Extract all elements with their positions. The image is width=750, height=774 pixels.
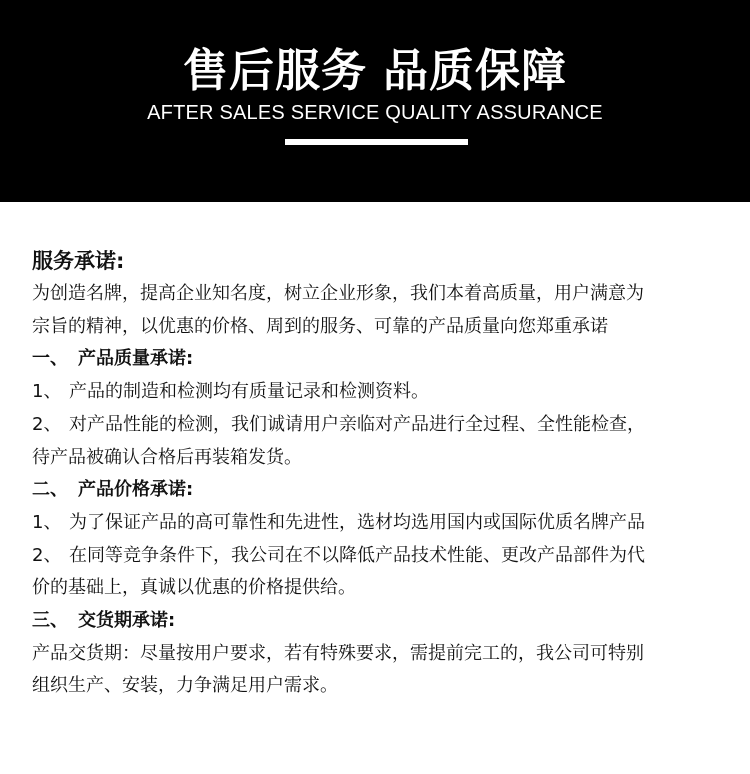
banner-title bbox=[0, 43, 750, 99]
list-item bbox=[32, 507, 732, 540]
page-heading: 服务承诺: bbox=[32, 249, 125, 273]
section-heading-quality bbox=[32, 343, 732, 376]
section-number: 一、 bbox=[32, 348, 68, 370]
banner-title-sub: 品质保障 bbox=[383, 44, 568, 97]
item-text: 在同等竞争条件下，我公司在不以降低产品技术性能、更改产品部件为代 bbox=[69, 544, 645, 566]
item-continuation: 价的基础上，真诚以优惠的价格提供给。 bbox=[32, 577, 356, 599]
section-number: 三、 bbox=[32, 610, 68, 632]
paragraph-line: 产品交货期：尽量按用户要求，若有特殊要求，需提前完工的，我公司可特别 bbox=[32, 642, 644, 664]
banner-divider bbox=[285, 139, 468, 145]
section-title: 产品价格承诺: bbox=[78, 479, 194, 501]
list-item bbox=[32, 540, 732, 573]
service-commitment bbox=[32, 244, 732, 703]
section-title: 交货期承诺: bbox=[78, 610, 176, 632]
item-continuation: 待产品被确认合格后再装箱发货。 bbox=[32, 446, 302, 468]
item-text: 对产品性能的检测，我们诚请用户亲临对产品进行全过程、全性能检查， bbox=[69, 413, 645, 435]
intro-line: 为创造名牌，提高企业知名度，树立企业形象，我们本着高质量，用户满意为 bbox=[32, 283, 644, 304]
list-item bbox=[32, 376, 732, 409]
item-number: 1、 bbox=[32, 381, 62, 403]
item-number: 2、 bbox=[32, 413, 62, 435]
intro-line: 宗旨的精神，以优惠的价格、周到的服务、可靠的产品质量向您郑重承诺 bbox=[32, 315, 608, 337]
banner-subtitle-en: AFTER SALES SERVICE QUALITY ASSURANCE bbox=[147, 102, 603, 124]
header-banner bbox=[0, 0, 750, 202]
item-number: 2、 bbox=[32, 544, 62, 566]
section-heading-price bbox=[32, 474, 732, 507]
banner-title-main: 售后服务 bbox=[182, 44, 367, 97]
section-number: 二、 bbox=[32, 479, 68, 501]
item-text: 为了保证产品的高可靠性和先进性，选材均选用国内或国际优质名牌产品 bbox=[69, 511, 645, 533]
paragraph-line: 组织生产、安装，力争满足用户需求。 bbox=[32, 675, 338, 697]
section-heading-delivery bbox=[32, 605, 732, 638]
item-text: 产品的制造和检测均有质量记录和检测资料。 bbox=[69, 381, 429, 403]
section-title: 产品质量承诺: bbox=[78, 348, 194, 370]
item-number: 1、 bbox=[32, 511, 62, 533]
list-item bbox=[32, 409, 732, 442]
